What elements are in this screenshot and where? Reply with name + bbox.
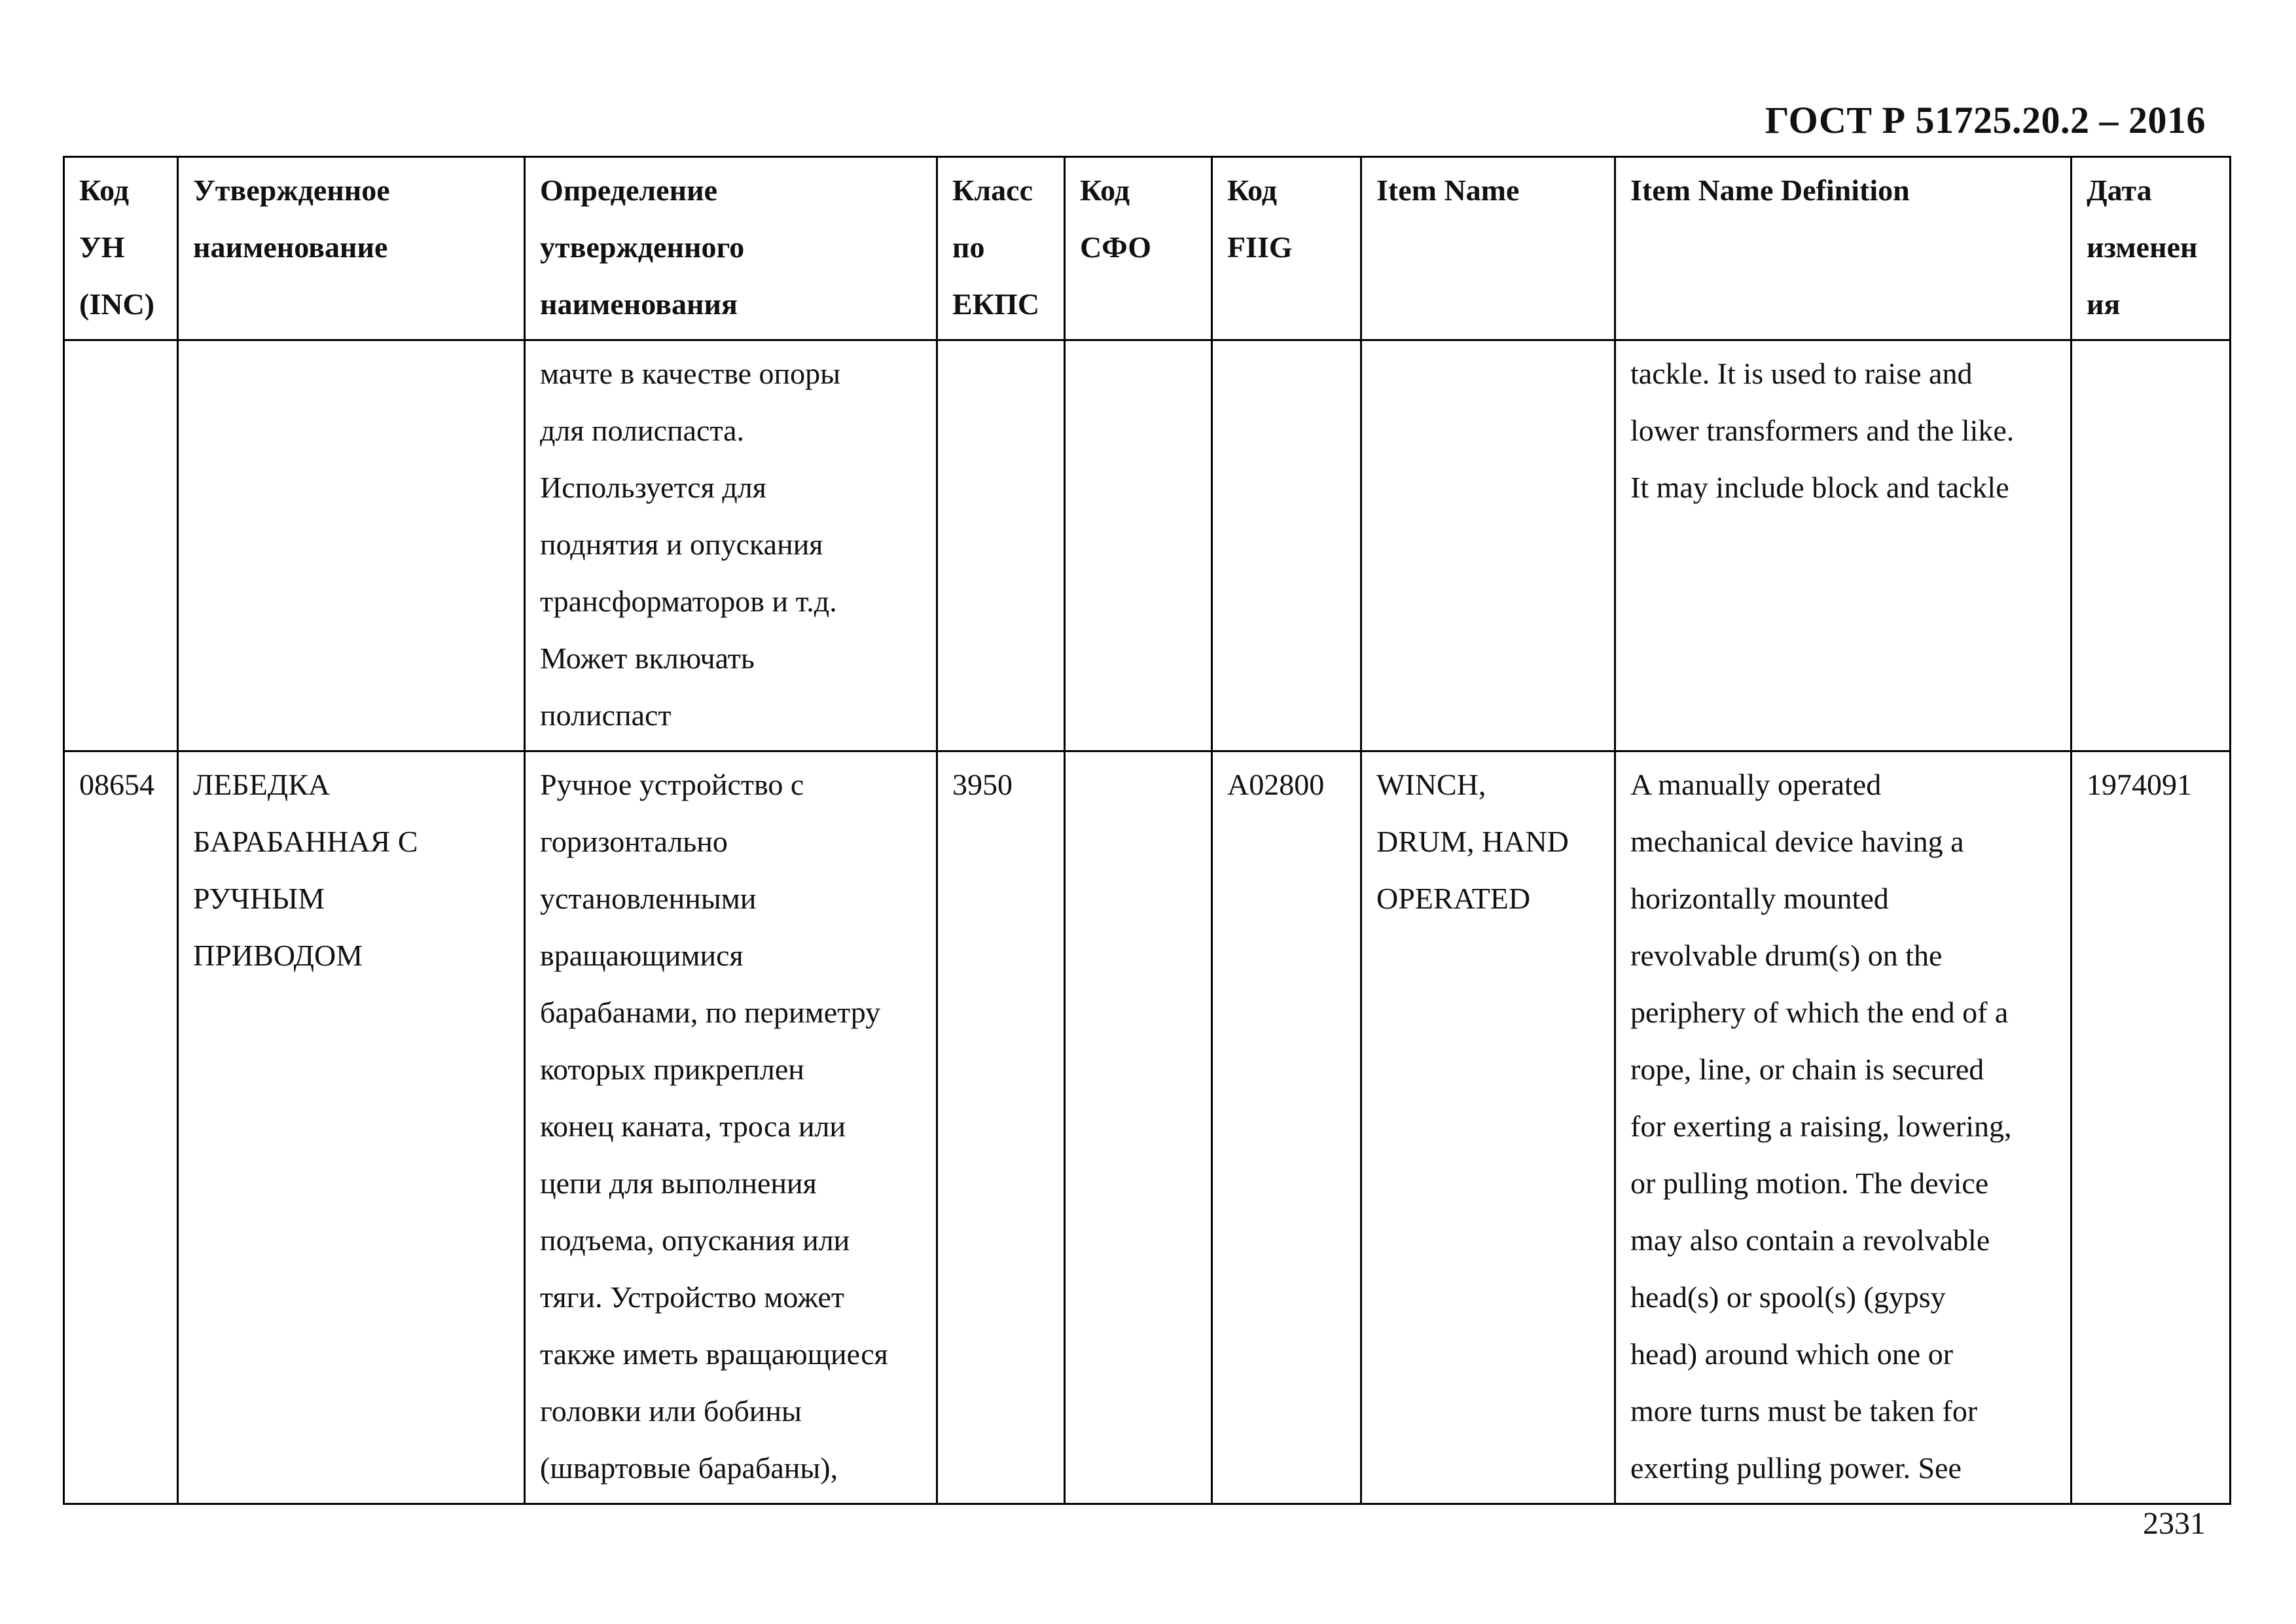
cell-name-definition: мачте в качестве опоры для полиспаста. Используется для поднятия и опускания трансформаторов и т.д. Может включать полиспаст [525, 340, 937, 751]
cell-change-date [2072, 340, 2231, 751]
standard-header: ГОСТ Р 51725.20.2 – 2016 [1765, 99, 2206, 141]
cell-inc: 08654 [64, 751, 178, 1504]
table-row [64, 340, 2231, 751]
header-fiig-code: Код FIIG [1212, 157, 1361, 340]
cell-approved-name: ЛЕБЕДКА БАРАБАННАЯ С РУЧНЫМ ПРИВОДОМ [178, 751, 525, 1504]
cell-fiig-code: A02800 [1212, 751, 1361, 1504]
header-ekps-class: Класс по ЕКПС [937, 157, 1065, 340]
cell-fiig-code [1212, 340, 1361, 751]
cell-sfo-code [1065, 751, 1212, 1504]
cell-change-date: 1974091 [2072, 751, 2231, 1504]
header-item-name: Item Name [1361, 157, 1615, 340]
cell-ekps-class: 3950 [937, 751, 1065, 1504]
table-row [64, 751, 2231, 1504]
header-item-name-definition: Item Name Definition [1615, 157, 2072, 340]
cell-item-name [1361, 340, 1615, 751]
header-sfo-code: Код СФО [1065, 157, 1212, 340]
cell-inc [64, 340, 178, 751]
cell-approved-name [178, 340, 525, 751]
table-header-row [64, 157, 2231, 340]
cell-item-name: WINCH, DRUM, HAND OPERATED [1361, 751, 1615, 1504]
header-inc: Код УН (INC) [64, 157, 178, 340]
cell-item-name-definition: tackle. It is used to raise and lower transformers and the like. It may include block and tackle [1615, 340, 2072, 751]
header-approved-name: Утвержденное наименование [178, 157, 525, 340]
header-change-date: Дата изменен ия [2072, 157, 2231, 340]
page-number: 2331 [2143, 1506, 2206, 1541]
cell-name-definition: Ручное устройство с горизонтально установленными вращающимися барабанами, по периметру которых прикреплен конец каната, троса или цепи для выполнения подъема, опускания или тяги. Устройство может также иметь вращающиеся головки или бобины (швартовые барабаны), [525, 751, 937, 1504]
cell-ekps-class [937, 340, 1065, 751]
item-names-table [63, 156, 2231, 1505]
cell-item-name-definition: A manually operated mechanical device having a horizontally mounted revolvable drum(s) on the periphery of which the end of a rope, line, or chain is secured for exerting a raising, lowering, or pulling motion. The device may also contain a revolvable head(s) or spool(s) (gypsy head) around which one or more turns must be taken for exerting pulling power. See [1615, 751, 2072, 1504]
cell-sfo-code [1065, 340, 1212, 751]
header-name-definition: Определение утвержденного наименования [525, 157, 937, 340]
